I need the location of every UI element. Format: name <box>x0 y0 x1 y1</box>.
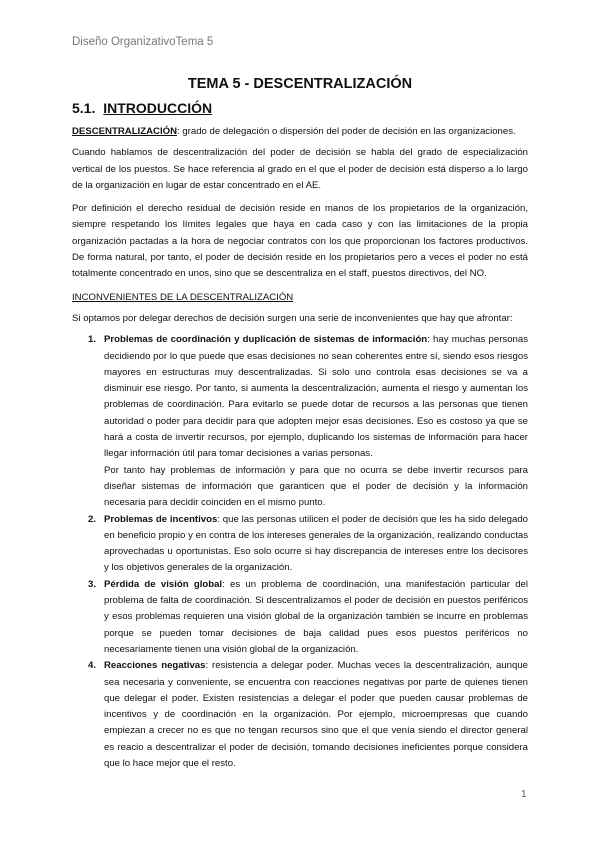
document-title: TEMA 5 - DESCENTRALIZACIÓN <box>187 76 413 92</box>
subheading-text: INCONVENIENTES DE LA DESCENTRALIZACIÓN <box>72 291 294 303</box>
subheading <box>72 290 528 306</box>
running-header: Diseño OrganizativoTema 5 <box>72 36 214 48</box>
list-item-title: Reacciones negativas <box>104 660 206 672</box>
section-heading <box>72 100 212 116</box>
paragraph-2: Por definición el derecho residual de decisión reside en manos de los propietarios de la organización, siempre respetando los límites legales que haya en cada caso y con las limitaciones de la propia organización pactadas a la hora de negociar contratos con los que proporcionan los factores productivos. De forma natural, por tanto, el poder de decisión reside en los propietarios pero a veces el poder no está totalmente concentrado en unos, sino que se descentraliza en el staff, puestos directivos, del NO. <box>72 203 528 280</box>
definition-text: : grado de delegación o dispersión del poder de decisión en las organizaciones. <box>177 126 516 137</box>
list-item-text: : es un problema de coordinación, una manifestación particular del problema de falta de coordinación. Si descentralizamos el poder de decisión en puestos periféricos y esos problemas requieren una visión global de la organización también se incurre en problemas porque se pueden tomar decisiones de baja calidad pues esos puestos periféricos no necesariamente tienen una visión global de la organización. <box>104 578 528 655</box>
list-item-number: 2. <box>88 513 97 525</box>
list-item-number: 3. <box>88 578 97 590</box>
page-number: 1 <box>521 789 527 800</box>
inconvenience-list <box>72 332 528 772</box>
list-item-title: Problemas de incentivos <box>104 513 218 525</box>
list-item <box>88 332 528 511</box>
list-item-title: Pérdida de visión global <box>104 578 223 590</box>
intro-paragraph: Si optamos por delegar derechos de decisión surgen una serie de inconvenientes que hay que afrontar: <box>72 312 513 324</box>
list-item-text: : resistencia a delegar poder. Muchas veces la descentralización, aunque sea necesaria y conveniente, se encuentra con reacciones negativas por parte de quienes tienen que delegar el poder. Existen resistencias a delegar el poder que pueden causar problemas de incentivos y de coordinación en la organización. Por ejemplo, microempresas que cuando empiezan a crecer no es que no tengan recursos sino que el que venía siendo el director general es reacio a descentralizar el poder de decisión, tomando decisiones ineficientes porque considera que lo hace mejor que el resto. <box>104 660 528 769</box>
list-item <box>88 512 528 577</box>
list-item-extra: Por tanto hay problemas de información y para que no ocurra se debe invertir recursos para diseñar sistemas de información que garanticen que el poder de decisión y la información necesaria para decidir coinciden en el mismo punto. <box>104 464 528 509</box>
list-item-text: : hay muchas personas decidiendo por lo que puede que esas decisiones no sean coherentes entre sí, siendo esos riesgos mayores en estructuras muy descentralizadas. Si solo uno controla esas decisiones se va a disminuir ese riesgo. Por tanto, si aumenta la descentralización, aumenta el riesgo y aumentan los problemas de coordinación. Para evitarlo se puede dotar de recursos a las personas que tienen autoridad o poder para decidir para que adopten mejor esas decisiones. Eso es costoso ya que se hará a costa de invertir recursos, por ejemplo, duplicando los sistemas de información para hacer llegar información útil para tomar decisiones a varias personas. <box>104 334 528 460</box>
section-label: INTRODUCCIÓN <box>103 100 213 116</box>
list-item-number: 1. <box>88 334 97 346</box>
list-item <box>88 577 528 658</box>
list-item-number: 4. <box>88 660 97 672</box>
section-number: 5.1. <box>72 100 96 116</box>
list-item-text: : que las personas utilicen el poder de decisión que les ha sido delegado en beneficio propio y en contra de los intereses generales de la organización, realizando conductas aprovechadas u oportunistas. Eso solo ocurre si hay discrepancia de intereses entre los decisores y los objetivos generales de la organización. <box>104 513 528 574</box>
list-item <box>88 658 528 772</box>
definition-paragraph <box>72 124 528 140</box>
paragraph-1: Cuando hablamos de descentralización del poder de decisión se habla del grado de especialización vertical de los puestos. Se hace referencia al grado en el que el poder de decisión está disperso a lo largo de la organización en lugar de estar concentrado en el AE. <box>72 147 528 191</box>
document-body <box>72 124 528 772</box>
definition-term: DESCENTRALIZACIÓN <box>72 126 177 137</box>
list-item-title: Problemas de coordinación y duplicación de sistemas de información <box>104 334 428 346</box>
